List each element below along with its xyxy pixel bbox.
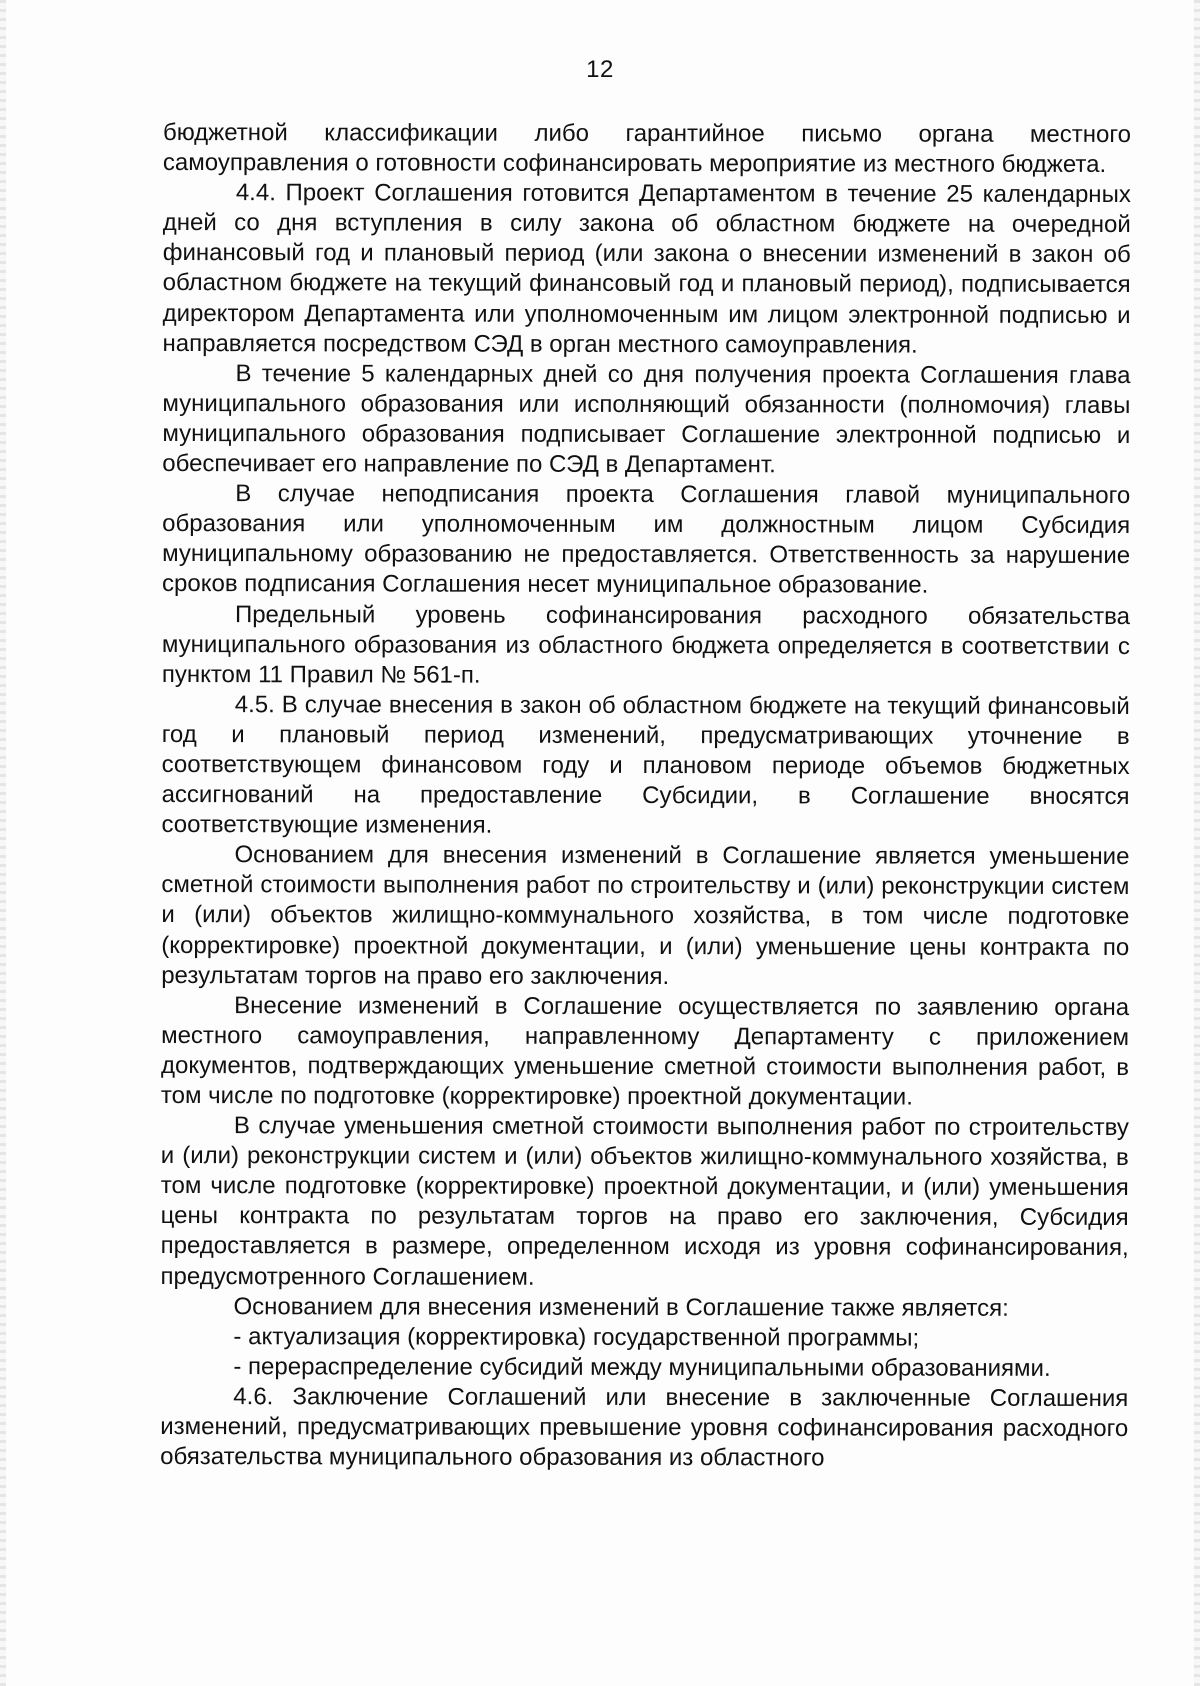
paragraph-4-6: 4.6. Заключение Соглашений или внесение в заключенные Соглашения изменений, предусматривающих превышение уровня софинансирования расходного обязательства муниципального образования из областного [160,1383,1129,1472]
paragraph-cost-reduction: В случае уменьшения сметной стоимости выполнения работ по строительству и (или) реконструкции систем и (или) объектов жилищно-коммунального хозяйства, в том числе подготовке (корректировке) проектной документации, и (или) уменьшения цены контракта по результатам торгов на право его заключения, Субсидия предоставляется в размере, определенном исходя из уровня софинансирования, предусмотренного Соглашением. [160,1112,1129,1291]
paragraph-grounds-for-changes: Основанием для внесения изменений в Соглашение является уменьшение сметной стоимости выполнения работ по строительству и (или) реконструкции систем и (или) объектов жилищно-коммунального хозяйства, в том числе подготовке (корректировке) проектной документации, и (или) уменьшение цены контракта по результатам торгов на право его заключения. [161,841,1130,990]
paragraph-additional-grounds: Основанием для внесения изменений в Соглашение также является: [233,1292,1009,1322]
scan-edge-right [1194,0,1200,1686]
paragraph-4-4: 4.4. Проект Соглашения готовится Департаментом в течение 25 календарных дней со дня вступления в силу закона об областном бюджете на очередной финансовый год и плановый период (или закона о внесении изменений в закон об областном бюджете на текущий финансовый год и плановый период), подписывается директором Департамента или уполномоченным им лицом электронной подписью и направляется посредством СЭД в орган местного самоуправления. [162,179,1131,359]
paragraph-budget-classification: бюджетной классификации либо гарантийное письмо органа местного самоуправления о готовности софинансировать мероприятие из местного бюджета. [162,119,1131,179]
list-item-program-update: - актуализация (корректировка) государственной программы; [233,1322,920,1352]
paragraph-non-signing: В случае неподписания проекта Соглашения главой муниципального образования или уполномоченным им должностным лицом Субсидия муниципальному образованию не предоставляется. Ответственность за нарушение сроков подписания Соглашения несет муниципальное образование. [161,480,1131,600]
paragraph-change-application: Внесение изменений в Соглашение осуществляется по заявлению органа местного самоуправления, направленному Департаменту с приложением документов, подтверждающих уменьшение сметной стоимости выполнения работ, в том числе по подготовке (корректировке) проектной документации. [160,991,1130,1111]
scan-edge-left [0,0,6,1686]
paragraph-cofinancing-level: Предельный уровень софинансирования расходного обязательства муниципального образования из областного бюджета определяется в соответствии с пунктом 11 Правил № 561-п. [161,600,1130,689]
list-item-redistribution: - перераспределение субсидий между муниципальными образованиями. [233,1352,1051,1382]
page-number: 12 [586,56,614,83]
document-body [160,118,1131,1474]
paragraph-signing-period: В течение 5 календарных дней со дня получения проекта Соглашения глава муниципального образования или исполняющий обязанности (полномочия) главы муниципального образования подписывает Соглашение электронной подписью и обеспечивает его направление по СЭД в Департамент. [162,359,1131,479]
paragraph-4-5: 4.5. В случае внесения в закон об областном бюджете на текущий финансовый год и плановый период изменений, предусматривающих уточнение в соответствующем финансовом году и плановом периоде объемов бюджетных ассигнований на предоставление Субсидии, в Соглашение вносятся соответствующие изменения. [161,690,1130,839]
